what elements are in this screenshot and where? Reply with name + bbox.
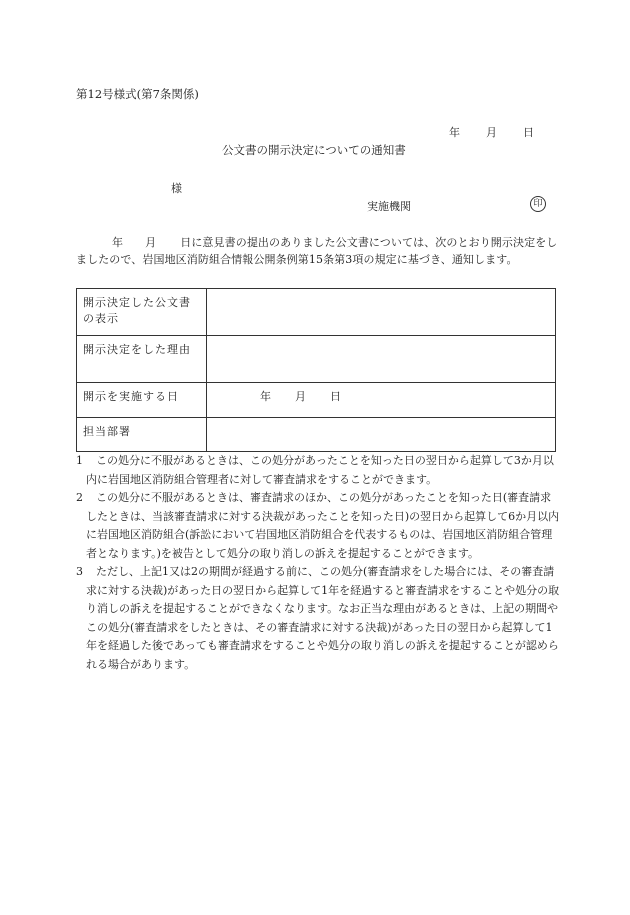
table-label-document: 開示決定した公文書の表示 <box>77 289 207 336</box>
disclosure-info-table <box>76 288 556 452</box>
issue-date <box>449 124 534 140</box>
note-number: 2 <box>76 491 83 504</box>
table-value-department <box>207 418 556 452</box>
table-label-reason: 開示決定をした理由 <box>77 336 207 383</box>
note-text: この処分に不服があるときは、この処分があったことを知った日の翌日から起算して3か月以内に岩国地区消防組合管理者に対して審査請求をすることができます。 <box>86 454 554 486</box>
intro-paragraph <box>76 234 558 268</box>
table-value-reason <box>207 336 556 383</box>
seal-mark: 印 <box>530 196 546 212</box>
form-number: 第12号様式(第7条関係) <box>76 87 199 101</box>
table-label-department: 担当部署 <box>77 418 207 452</box>
table-value-exec-date <box>207 383 556 418</box>
issuer-label: 実施機関 <box>367 200 411 213</box>
exec-date-month: 月 <box>295 390 306 403</box>
intro-year: 年 <box>112 236 124 249</box>
intro-month: 月 <box>145 236 157 249</box>
table-row <box>77 336 556 383</box>
exec-date-day: 日 <box>330 390 341 403</box>
table-row <box>77 289 556 336</box>
date-day-label: 日 <box>523 126 534 139</box>
date-year-label: 年 <box>449 126 460 139</box>
notes-list <box>76 452 560 674</box>
note-item <box>76 452 560 489</box>
document-title: 公文書の開示決定についての通知書 <box>222 143 406 157</box>
exec-date-year: 年 <box>260 390 271 403</box>
note-number: 1 <box>76 454 83 467</box>
table-value-document <box>207 289 556 336</box>
table-label-exec-date: 開示を実施する日 <box>77 383 207 418</box>
intro-day: 日 <box>180 236 192 249</box>
note-number: 3 <box>76 565 83 578</box>
intro-text: に意見書の提出のありました公文書については、次のとおり開示決定をしましたので、岩国地区消防組合情報公開条例第15条第3項の規定に基づき、通知します。 <box>76 236 558 266</box>
note-item <box>76 563 560 674</box>
addressee-suffix: 様 <box>171 182 182 195</box>
note-text: この処分に不服があるときは、審査請求のほか、この処分があったことを知った日(審査請求したときは、当該審査請求に対する決裁があったことを知った日)の翌日から起算して6か月以内に岩国地区消防組合(訴訟において岩国地区消防組合を代表するものは、岩国地区消防組合管理者となります。)を被告として処分の取り消しの訴えを提起することができます。 <box>86 491 560 560</box>
date-month-label: 月 <box>486 126 497 139</box>
note-item <box>76 489 560 563</box>
note-text: ただし、上記1又は2の期間が経過する前に、この処分(審査請求をした場合には、その審査請求に対する決裁)があった日の翌日から起算して1年を経過すると審査請求をすることや処分の取り消しの訴えを提起することができなくなります。なお正当な理由があるときは、上記の期間やこの処分(審査請求をしたときは、その審査請求に対する決裁)があった日の翌日から起算して1年を経過した後であっても審査請求をすることや処分の取り消しの訴えを提起することが認められる場合があります。 <box>86 565 560 671</box>
table-row <box>77 383 556 418</box>
table-row <box>77 418 556 452</box>
